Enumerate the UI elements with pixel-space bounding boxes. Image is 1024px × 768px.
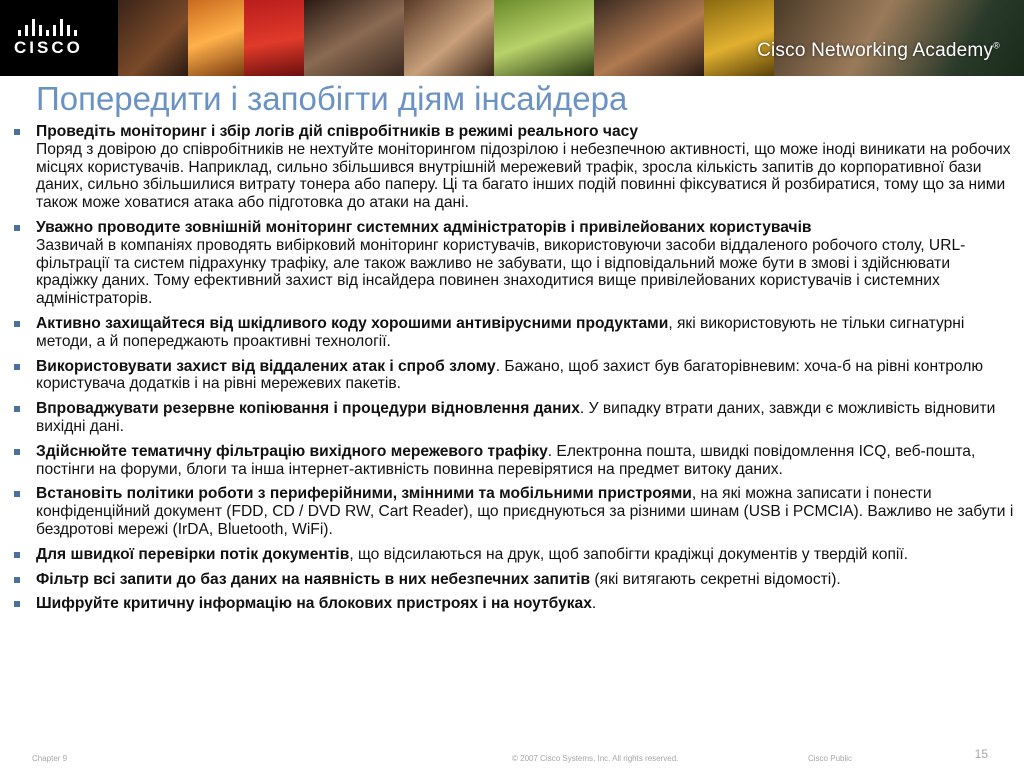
academy-registered-mark: ® bbox=[993, 40, 1000, 51]
bullet-heading: Активно захищайтеся від шкідливого коду хорошими антивірусними продуктами bbox=[36, 314, 669, 332]
footer-copyright: © 2007 Cisco Systems, Inc. All rights reserved. bbox=[512, 754, 679, 763]
slide-title: Попередити і запобігти діям інсайдера bbox=[36, 80, 628, 117]
list-item bbox=[14, 485, 1016, 538]
bullet-icon bbox=[14, 364, 20, 370]
bullet-text: . bbox=[591, 595, 597, 613]
bullet-icon bbox=[14, 406, 20, 412]
bullet-heading: Уважно проводите зовнішній моніторинг системних адміністраторів і привілейованих користувачів bbox=[36, 218, 812, 236]
bullet-heading: Фільтр всі запити до баз даних на наявність в них небезпечних запитів bbox=[36, 570, 591, 588]
photo-tile bbox=[244, 0, 304, 76]
list-item bbox=[14, 315, 1016, 351]
photo-tile bbox=[494, 0, 594, 76]
photo-tile bbox=[118, 0, 188, 76]
bullet-heading: Проведіть моніторинг і збір логів дій співробітників в режимі реального часу bbox=[36, 123, 638, 140]
bullet-text: Зазвичай в компаніях проводять вибірковий моніторинг користувачів, використовуючи засоби віддаленого робочого столу, URL-фільтрації та систем підрахунку трафіку, але також важливо не забувати, що і відповідальний може бути в змові і здійснювати крадіжку даних. Тому ефективний захист від інсайдера повинен знаходитися вище привілейованих користувачів і системних адміністраторів. bbox=[36, 236, 966, 308]
list-item bbox=[14, 358, 1016, 394]
footer-chapter: Chapter 9 bbox=[32, 754, 68, 763]
bullet-heading: Здійснюйте тематичну фільтрацію вихідного мережевого трафіку bbox=[36, 442, 548, 460]
bullet-heading: Шифруйте критичну інформацію на блокових пристроях і на ноутбуках bbox=[36, 595, 592, 613]
bullet-icon bbox=[14, 601, 20, 607]
photo-tile bbox=[774, 0, 1024, 76]
cisco-logo bbox=[0, 0, 118, 76]
bullet-text: , на які можна записати і понести конфіденційний документ (FDD, CD / DVD RW, Cart Reader), що приєднуються за різними шинам (USB і PCMCIA). Важливо не забути і бездротові мережі (IrDA, Bluetooth, WiFi). bbox=[36, 485, 1014, 538]
bullet-icon bbox=[14, 225, 20, 231]
bullet-heading: Встановіть політики роботи з периферійними, змінними та мобільними пристроями bbox=[36, 485, 692, 503]
cisco-bars-icon bbox=[18, 18, 77, 36]
photo-tile bbox=[594, 0, 704, 76]
photo-tile bbox=[404, 0, 494, 76]
bullet-text: . Бажано, щоб захист був багаторівневим: хоча-б на рівні контролю користувача додатків і на рівні мережевих пакетів. bbox=[36, 357, 984, 393]
page-number: 15 bbox=[974, 747, 988, 761]
bullet-icon bbox=[14, 552, 20, 558]
bullet-icon bbox=[14, 129, 20, 135]
photo-tile bbox=[704, 0, 774, 76]
bullet-icon bbox=[14, 321, 20, 327]
header-banner bbox=[0, 0, 1024, 76]
footer-classification: Cisco Public bbox=[808, 754, 853, 763]
bullet-text: , які використовують не тільки сигнатурні методи, а й попереджають проактивні технології. bbox=[36, 314, 965, 350]
bullet-icon bbox=[14, 577, 20, 583]
list-item bbox=[14, 595, 1016, 613]
bullet-text: . Електронна пошта, швидкі повідомлення ICQ, веб-пошта, постінги на форуми, блоги та інша інтернет-активність повинна перевірятися на предмет витоку даних. bbox=[36, 442, 976, 478]
bullet-text: . У випадку втрати даних, завжди є можливість відновити вихідні дані. bbox=[36, 400, 996, 435]
list-item bbox=[14, 219, 1016, 308]
cisco-logo-text: CISCO bbox=[14, 38, 83, 57]
academy-text: Cisco Networking Academy bbox=[757, 40, 994, 61]
photo-tile bbox=[188, 0, 244, 76]
bullet-list bbox=[14, 123, 1016, 620]
bullet-heading: Використовувати захист від віддалених атак і спроб злому bbox=[36, 357, 496, 375]
academy-label bbox=[757, 40, 1000, 62]
bullet-text: Поряд з довірою до співробітників не нехтуйте моніторингом підозрілою і небезпечною активності, що може іноді виникати на робочих місцях користувачів. Наприклад, сильно збільшився внутрішній мережевий трафік, зросла кількість запитів до корпоративної бази даних, сильно збільшилися витрату тонера або паперу. Ці та багато інших подій повинні фіксуватися й розбиратися, тому що за ними також може ховатися атака або підготовка до атаки на дані. bbox=[36, 140, 1011, 212]
list-item bbox=[14, 443, 1016, 479]
list-item bbox=[14, 400, 1016, 436]
list-item bbox=[14, 546, 1016, 564]
bullet-icon bbox=[14, 449, 20, 455]
photo-tile bbox=[304, 0, 404, 76]
bullet-icon bbox=[14, 491, 20, 497]
bullet-text: , що відсилаються на друк, щоб запобігти крадіжці документів у твердій копії. bbox=[349, 545, 909, 563]
list-item bbox=[14, 123, 1016, 212]
bullet-heading: Для швидкої перевірки потік документів bbox=[36, 545, 350, 563]
list-item bbox=[14, 571, 1016, 589]
bullet-text: (які витягають секретні відомості). bbox=[590, 570, 841, 588]
bullet-heading: Впроваджувати резервне копіювання і процедури відновлення даних bbox=[36, 400, 580, 418]
